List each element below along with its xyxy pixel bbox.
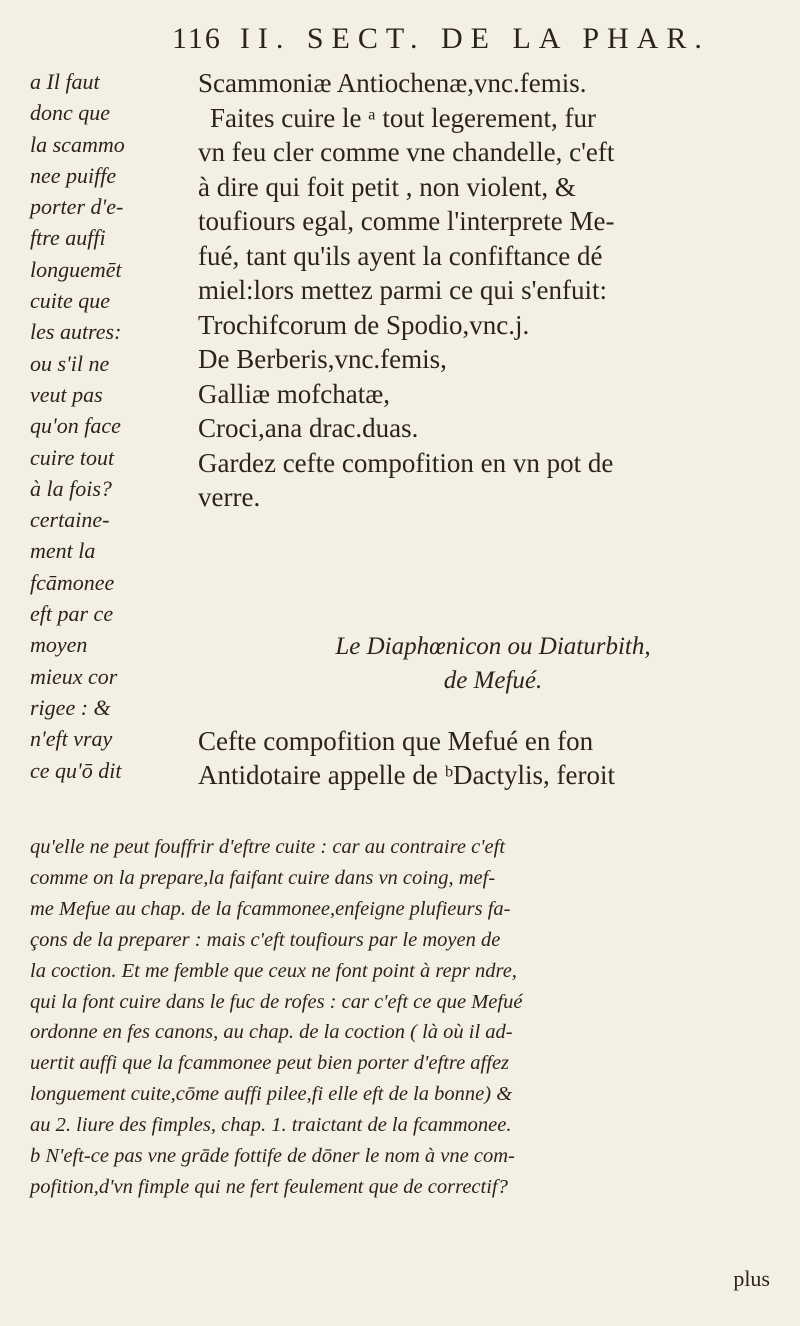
ingredient-line: De Berberis,vnc.femis, bbox=[198, 344, 447, 374]
footnote-line: pofition,d'vn fimple qui ne fert feulement que de correctif? bbox=[30, 1175, 508, 1198]
main-text bbox=[198, 66, 788, 515]
footnotes bbox=[30, 832, 790, 1203]
margin-note-line: certaine- bbox=[30, 507, 110, 533]
text-line: à dire qui foit petit , non violent, & bbox=[198, 171, 576, 202]
margin-note-line: donc que bbox=[30, 100, 111, 126]
footnote-line: çons de la preparer : mais c'eft toufiours par le moyen de bbox=[30, 928, 501, 951]
catchword: plus bbox=[733, 1266, 770, 1291]
margin-note-line: n'eft vray bbox=[30, 726, 113, 752]
footnote-line: b N'eft-ce pas vne grāde fottife de dōner le nom à vne com- bbox=[30, 1145, 515, 1168]
footnote-line: ordonne en fes canons, au chap. de la coction ( là où il ad- bbox=[30, 1021, 513, 1044]
text-line: miel:lors mettez parmi ce qui s'enfuit: bbox=[198, 275, 607, 305]
margin-note-line: à la fois? bbox=[30, 475, 112, 501]
footnote-line: au 2. liure des fimples, chap. 1. traictant de la fcammonee. bbox=[30, 1114, 512, 1137]
footnote-line: la coction. Et me femble que ceux ne font point à repr ndre, bbox=[30, 959, 517, 982]
page-number: 116 bbox=[172, 22, 222, 55]
section-subtitle bbox=[198, 630, 788, 698]
margin-note-line: cuire tout bbox=[30, 444, 115, 470]
margin-note-line: cuite que bbox=[30, 288, 111, 314]
margin-note-line: longuemēt bbox=[30, 256, 122, 282]
subtitle-line: Le Diaphœnicon ou Diaturbith, bbox=[335, 633, 651, 660]
text-line: fué, tant qu'ils ayent la confiftance dé bbox=[198, 240, 603, 271]
margin-note-line: nee puiffe bbox=[30, 162, 117, 188]
margin-note-line: fcāmonee bbox=[30, 569, 115, 595]
text-line: Cefte compofition que Mefué en fon bbox=[198, 726, 594, 756]
ingredient-line: Trochifcorum de Spodio,vnc.j. bbox=[198, 309, 530, 340]
margin-note-line: ftre auffi bbox=[30, 225, 106, 251]
text-line: Scammoniæ Antiochenæ,vnc.femis. bbox=[198, 68, 587, 98]
footnote-line: qui la font cuire dans le fuc de rofes : car c'eft ce que Mefué bbox=[30, 990, 523, 1013]
margin-note-line: ou s'il ne bbox=[30, 350, 110, 376]
footnote-line: me Mefue au chap. de la fcammonee,enfeigne plufieurs fa- bbox=[30, 897, 511, 920]
paragraph bbox=[198, 724, 788, 792]
text-line: Gardez cefte compofition en vn pot de bbox=[198, 447, 614, 478]
margin-note-line: ment la bbox=[30, 538, 96, 564]
text-line: toufiours egal, comme l'interprete Me- bbox=[198, 206, 615, 236]
text-line: Antidotaire appelle de ᵇDactylis, feroit bbox=[198, 760, 615, 790]
text-line: verre. bbox=[198, 482, 261, 512]
running-header bbox=[172, 22, 710, 56]
margin-note-line: mieux cor bbox=[30, 663, 118, 689]
margin-note-line: les autres: bbox=[30, 319, 122, 345]
margin-note-line: eft par ce bbox=[30, 601, 114, 627]
margin-note bbox=[30, 66, 190, 786]
margin-note-line: la scammo bbox=[30, 131, 125, 157]
margin-note-line: porter d'e- bbox=[30, 194, 124, 220]
text-line: vn feu cler comme vne chandelle, c'eft bbox=[198, 137, 615, 167]
margin-note-line: rigee : & bbox=[30, 694, 111, 720]
running-title: II. SECT. DE LA PHAR. bbox=[239, 22, 710, 55]
margin-note-line: ce qu'ō dit bbox=[30, 757, 122, 783]
subtitle-line: de Mefué. bbox=[443, 667, 543, 694]
ingredient-line: Croci,ana drac.duas. bbox=[198, 413, 419, 443]
footnote-line: qu'elle ne peut fouffrir d'eftre cuite : car au contraire c'eft bbox=[30, 836, 506, 858]
footnote-line: uertit auffi que la fcammonee peut bien porter d'eftre affez bbox=[30, 1052, 510, 1075]
margin-note-line: qu'on face bbox=[30, 413, 121, 439]
margin-note-line: a Il faut bbox=[30, 69, 100, 94]
ingredient-line: Galliæ mofchatæ, bbox=[198, 378, 390, 409]
footnote-line: longuement cuite,cōme auffi pilee,fi elle eft de la bonne) & bbox=[30, 1083, 513, 1106]
margin-note-line: moyen bbox=[30, 632, 88, 658]
footnote-line: comme on la prepare,la faifant cuire dans vn coing, mef- bbox=[30, 866, 496, 889]
margin-note-line: veut pas bbox=[30, 381, 103, 407]
text-line: Faites cuire le ᵃ tout legerement, fur bbox=[210, 102, 596, 133]
